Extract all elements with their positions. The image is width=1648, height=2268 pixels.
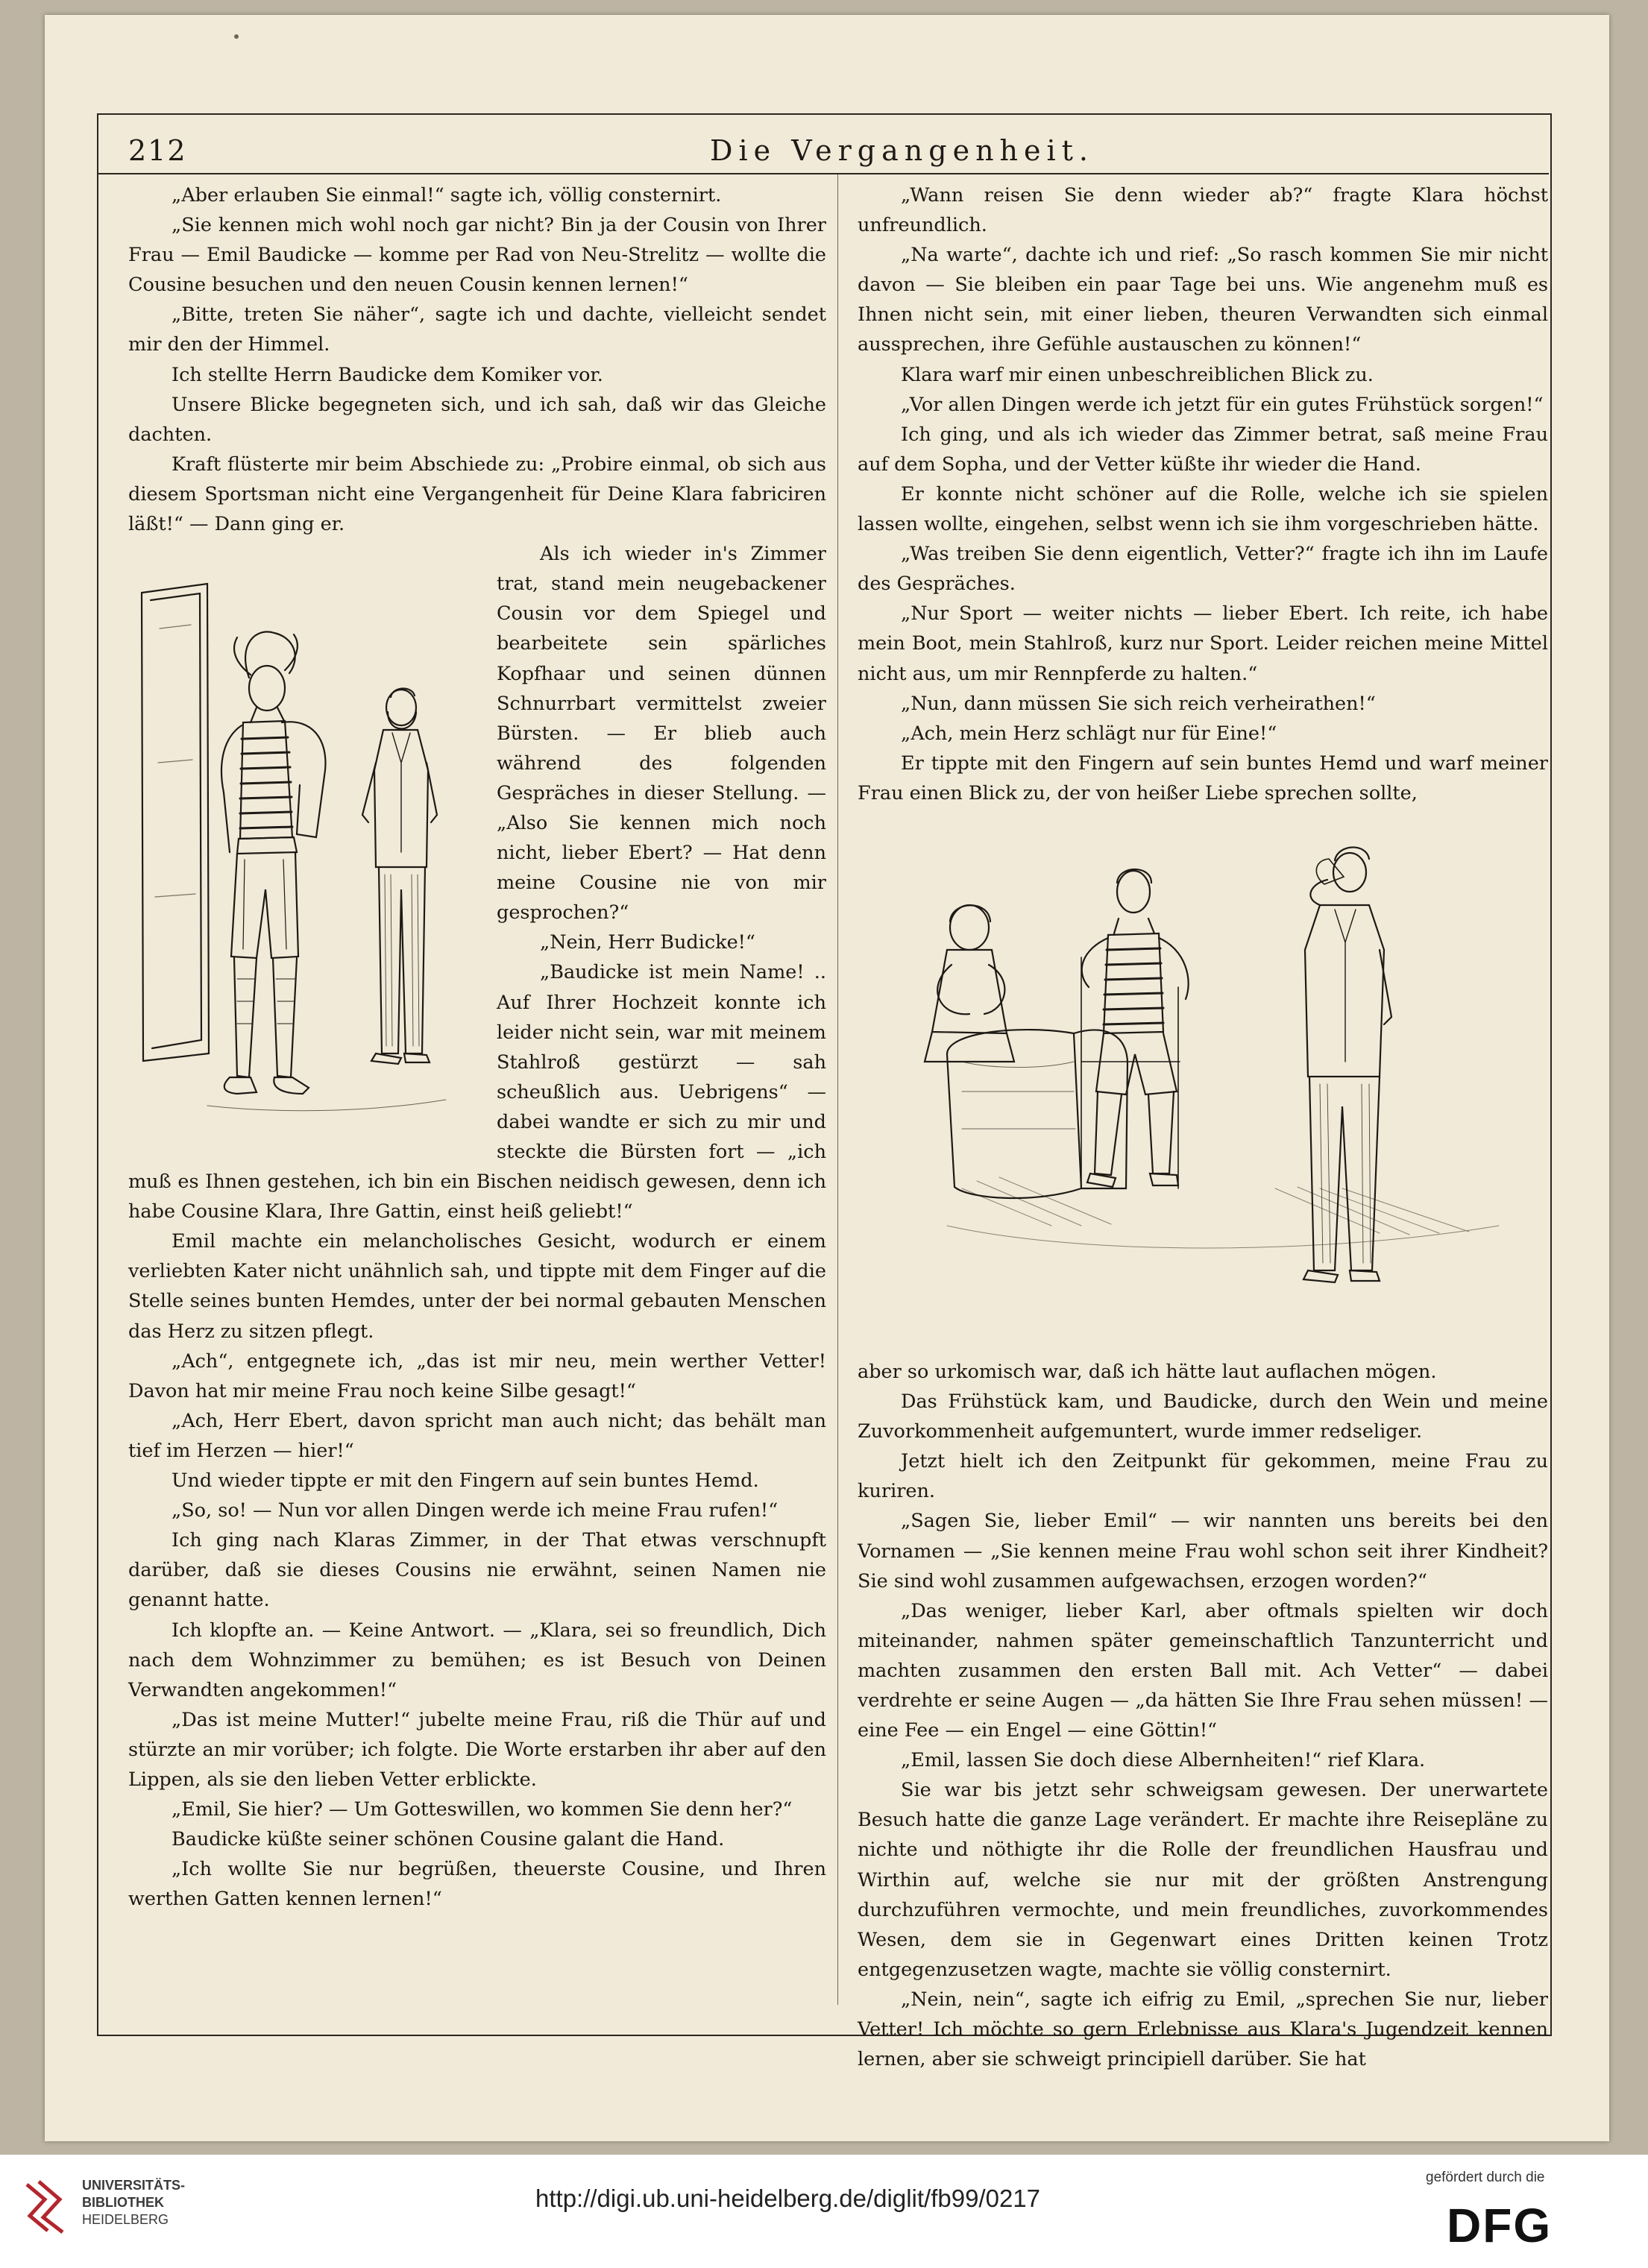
running-title: Die Vergangenheit. (710, 134, 1095, 167)
dfg-logo: DFG (1447, 2199, 1553, 2252)
paragraph: „So, so! — Nun vor allen Dingen werde ich meine Frau rufen!“ (172, 1499, 779, 1522)
paragraph: Sie war bis jetzt sehr schweigsam gewesen. Der unerwartete Besuch hatte die ganze Lage verändert. Er machte ihre Reisepläne zu nichte und nöthigte ihr die Rolle der freundlichen Hausfrau und Wirthin auf, welche sie nur mit der größten Anstrengung durchzuführen vermochte, und mein freundliches, zuvorkommendes Wesen, dem sie in Gegenwart eines Dritten keinen Trotz entgegenzusetzen wagte, machte sie völlig consternirt. (858, 1779, 1548, 1981)
paragraph: „Emil, Sie hier? — Um Gotteswillen, wo kommen Sie denn her?“ (172, 1798, 793, 1821)
paragraph: Er tippte mit den Fingern auf sein buntes Hemd und warf meiner Frau einen Blick zu, der von heißer Liebe sprechen sollte, (858, 752, 1548, 804)
illustration-mirror-scene-drawing (125, 539, 476, 1156)
running-head (128, 134, 1548, 171)
paragraph: „Nur Sport — weiter nichts — lieber Ebert. Ich reite, ich habe mein Boot, mein Stahlroß, kurz nur Sport. Leider reichen meine Mittel nicht aus, um mir Rennpferde zu halten.“ (858, 602, 1548, 685)
page-number: 212 (128, 134, 187, 167)
paragraph: „Wann reisen Sie denn wieder ab?“ fragte Klara höchst unfreundlich. (858, 184, 1548, 237)
paragraph: „Das weniger, lieber Karl, aber oftmals spielten wir doch miteinander, nahmen später gemeinschaftlich Tanzunterricht und machten zusammen den ersten Ball mit. Ach Vetter“ — dabei verdrehte er seine Augen — „da hätten Sie Ihre Frau sehen müssen! — eine Fee — ein Engel — eine Göttin!“ (858, 1599, 1548, 1742)
paragraph: „Was treiben Sie denn eigentlich, Vetter?“ fragte ich ihn im Laufe des Gespräches. (858, 543, 1548, 596)
funding-label: gefördert durch die (1426, 2170, 1545, 2185)
paragraph: Jetzt hielt ich den Zeitpunkt für gekommen, meine Frau zu kuriren. (858, 1450, 1548, 1503)
paragraph: „Nein, Herr Budicke!“ (540, 931, 755, 954)
library-logo-icon (22, 2177, 69, 2235)
illustration-sofa-scene-drawing (858, 838, 1548, 1320)
paragraph: „Sie kennen mich wohl noch gar nicht? Bin ja der Cousin von Ihrer Frau — Emil Baudicke — komme per Rad von Neu-Strelitz — wollte die Cousine besuchen und den neuen Cousin kennen lernen!“ (128, 214, 826, 297)
right-column (858, 180, 1548, 2071)
paragraph: Ich stellte Herrn Baudicke dem Komiker vor. (172, 363, 603, 386)
paragraph: Ich ging nach Klaras Zimmer, in der That etwas verschnupft darüber, daß sie dieses Cousins nie erwähnt, seinen Namen nie genannt hatte. (128, 1529, 826, 1612)
paragraph: „Na warte“, dachte ich und rief: „So rasch kommen Sie mir nicht davon — Sie bleiben ein paar Tage bei uns. Wie angenehm muß es Ihnen nicht sein, mit einer lieben, theuren Verwandten sich einmal aussprechen, ihre Gefühle austauschen zu können!“ (858, 244, 1548, 356)
paragraph: „Sagen Sie, lieber Emil“ — wir nannten uns bereits bei den Vornamen — „Sie kennen meine Frau wohl schon seit ihrer Kindheit? Sie sind wohl zusammen aufgewachsen, erzogen worden?“ (858, 1510, 1548, 1593)
viewer-footer (0, 2155, 1648, 2268)
paragraph: Er konnte nicht schöner auf die Rolle, welche ich sie spielen lassen wollte, eingehen, selbst wenn ich sie ihm vorgeschrieben hätte. (858, 482, 1548, 536)
paragraph: aber so urkomisch war, daß ich hätte laut auflachen mögen. (858, 1360, 1437, 1383)
paragraph: „Nun, dann müssen Sie sich reich verheirathen!“ (901, 692, 1376, 715)
left-column (128, 180, 826, 2000)
header-rule (97, 173, 1549, 174)
paragraph: „Nein, nein“, sagte ich eifrig zu Emil, „sprechen Sie nur, lieber Vetter! Ich möchte so gern Erlebnisse aus Klara's Jugendzeit kennen lernen, aber sie schweigt principiell darüber. Sie hat (858, 1988, 1548, 2071)
paragraph: „Aber erlauben Sie einmal!“ sagte ich, völlig consternirt. (172, 184, 722, 207)
paragraph: Das Frühstück kam, und Baudicke, durch den Wein und meine Zuvorkommenheit aufgemuntert, wurde immer redseliger. (858, 1390, 1548, 1443)
paragraph: „Bitte, treten Sie näher“, sagte ich und dachte, vielleicht sendet mir den der Himmel. (128, 303, 826, 356)
paragraph: „Ach, Herr Ebert, davon spricht man auch nicht; das behält man tief im Herzen — hier!“ (128, 1409, 826, 1462)
paragraph: Baudicke küßte seiner schönen Cousine galant die Hand. (172, 1828, 725, 1851)
paragraph: Ich ging, und als ich wieder das Zimmer betrat, saß meine Frau auf dem Sopha, und der Vetter küßte ihr wieder die Hand. (858, 423, 1548, 476)
paragraph: Und wieder tippte er mit den Fingern auf sein buntes Hemd. (172, 1470, 759, 1493)
paragraph: Klara warf mir einen unbeschreiblichen Blick zu. (901, 363, 1374, 386)
illustration-mirror-scene (125, 539, 476, 1156)
paragraph: Als ich wieder in's Zimmer trat, stand mein neugebackener Cousin vor dem Spiegel und bearbeitete sein spärliches Kopfhaar und seinen dünnen Schnurrbart vermittelst zweier Bürsten. — Er blieb auch während des folgenden Gespräches in dieser Stellung. — „Also Sie kennen mich noch nicht, lieber Ebert? — Hat denn meine Cousine nie von mir gesprochen?“ (497, 543, 826, 924)
paragraph: „Baudicke ist mein Name! .. Auf Ihrer Hochzeit konnte ich leider nicht sein, war mit meinem Stahlroß gestürzt — sah scheußlich aus. Uebrigens“ — dabei wandte er sich zu mir und steckte die Bürsten fort — „ich muß es Ihnen gestehen, ich bin ein Bischen neidisch gewesen, denn ich habe Cousine Klara, Ihre Gattin, einst heiß geliebt!“ (128, 961, 826, 1223)
paragraph: „Das ist meine Mutter!“ jubelte meine Frau, riß die Thür auf und stürzte an mir vorüber; ich folgte. Die Worte erstarben ihr aber auf den Lippen, als sie den lieben Vetter erblickte. (128, 1708, 826, 1791)
paragraph: „Ich wollte Sie nur begrüßen, theuerste Cousine, und Ihren werthen Gatten kennen lernen!“ (128, 1858, 826, 1911)
scan-speck (234, 34, 239, 39)
illustration-sofa-scene (858, 838, 1548, 1320)
paragraph: „Ach, mein Herz schlägt nur für Eine!“ (901, 722, 1277, 745)
paragraph: „Vor allen Dingen werde ich jetzt für ein gutes Frühstück sorgen!“ (901, 393, 1544, 416)
paragraph: Kraft flüsterte mir beim Abschiede zu: „Probire einmal, ob sich aus diesem Sportsman nicht eine Vergangenheit für Deine Klara fabriciren läßt!“ — Dann ging er. (128, 453, 826, 536)
paragraph: „Emil, lassen Sie doch diese Albernheiten!“ rief Klara. (901, 1749, 1426, 1772)
paragraph: Ich klopfte an. — Keine Antwort. — „Klara, sei so freundlich, Dich nach dem Wohnzimmer zu bemühen; es ist Besuch von Deinen Verwandten angekommen!“ (128, 1619, 826, 1701)
permalink-url[interactable]: http://digi.ub.uni-heidelberg.de/diglit/fb99/0217 (535, 2184, 1040, 2212)
paragraph: Emil machte ein melancholisches Gesicht, wodurch er einem verliebten Kater nicht unähnlich sah, und tippte mit dem Finger auf die Stelle seines bunten Hemdes, unter der bei normal gebauten Menschen das Herz zu sitzen pflegt. (128, 1230, 826, 1343)
library-name: UNIVERSITÄTS- BIBLIOTHEK HEIDELBERG (82, 2178, 186, 2227)
column-divider (837, 174, 838, 2005)
paragraph: „Ach“, entgegnete ich, „das ist mir neu, mein werther Vetter! Davon hat mir meine Frau noch keine Silbe gesagt!“ (128, 1349, 826, 1402)
paragraph: Unsere Blicke begegneten sich, und ich sah, daß wir das Gleiche dachten. (128, 393, 826, 446)
